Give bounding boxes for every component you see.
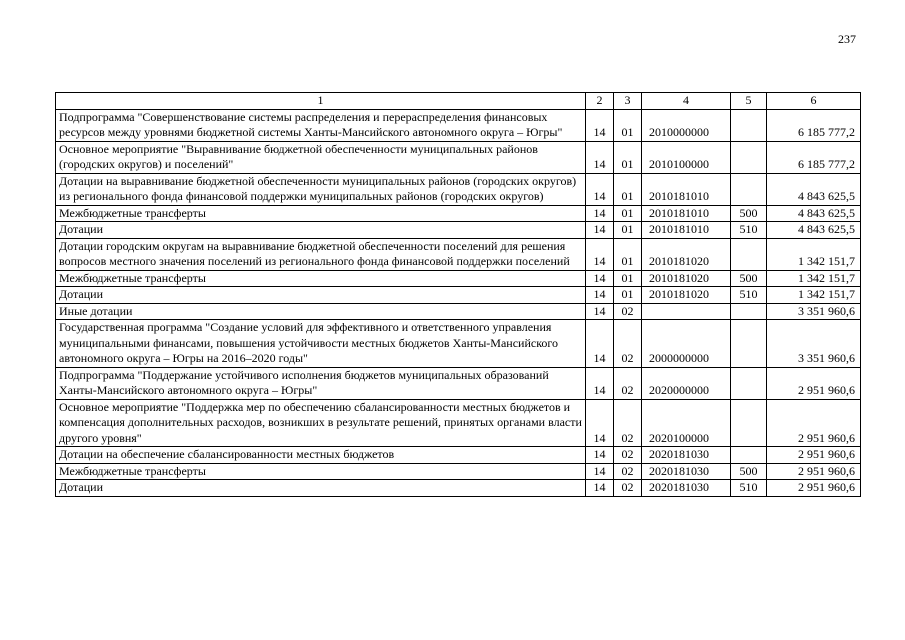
expense-type-cell — [731, 399, 767, 447]
table-row — [56, 303, 861, 320]
table-row — [56, 173, 861, 205]
amount-cell: 4 843 625,5 — [767, 205, 861, 222]
amount-cell: 3 351 960,6 — [767, 303, 861, 320]
expense-type-cell: 500 — [731, 205, 767, 222]
target-article-cell: 2010181010 — [642, 205, 731, 222]
subsection-code-cell: 02 — [614, 480, 642, 497]
column-header: 3 — [614, 93, 642, 110]
section-code-cell: 14 — [586, 399, 614, 447]
amount-cell: 4 843 625,5 — [767, 222, 861, 239]
section-code-cell: 14 — [586, 287, 614, 304]
section-code-cell: 14 — [586, 303, 614, 320]
budget-table — [55, 92, 861, 497]
column-header: 6 — [767, 93, 861, 110]
table-row — [56, 141, 861, 173]
expense-type-cell: 510 — [731, 480, 767, 497]
row-name-cell: Дотации на выравнивание бюджетной обеспеченности муниципальных районов (городских округов) из регионального фонда финансовой поддержки муниципальных районов (городских округов) — [56, 173, 586, 205]
expense-type-cell — [731, 141, 767, 173]
target-article-cell: 2000000000 — [642, 320, 731, 368]
table-row — [56, 222, 861, 239]
target-article-cell — [642, 303, 731, 320]
target-article-cell: 2010181020 — [642, 287, 731, 304]
expense-type-cell — [731, 320, 767, 368]
section-code-cell: 14 — [586, 270, 614, 287]
target-article-cell: 2020100000 — [642, 399, 731, 447]
subsection-code-cell: 02 — [614, 447, 642, 464]
amount-cell: 2 951 960,6 — [767, 399, 861, 447]
subsection-code-cell: 02 — [614, 399, 642, 447]
subsection-code-cell: 01 — [614, 173, 642, 205]
row-name-cell: Подпрограмма "Совершенствование системы распределения и перераспределения финансовых ресурсов между уровнями бюджетной системы Ханты-Мансийского автономного округа – Югры" — [56, 109, 586, 141]
column-header: 1 — [56, 93, 586, 110]
row-name-cell: Межбюджетные трансферты — [56, 463, 586, 480]
target-article-cell: 2010000000 — [642, 109, 731, 141]
section-code-cell: 14 — [586, 447, 614, 464]
expense-type-cell — [731, 367, 767, 399]
target-article-cell: 2010181010 — [642, 222, 731, 239]
table-row — [56, 399, 861, 447]
amount-cell: 2 951 960,6 — [767, 463, 861, 480]
subsection-code-cell: 01 — [614, 238, 642, 270]
column-header: 5 — [731, 93, 767, 110]
amount-cell: 3 351 960,6 — [767, 320, 861, 368]
table-row — [56, 205, 861, 222]
table-row — [56, 238, 861, 270]
amount-cell: 2 951 960,6 — [767, 447, 861, 464]
header-row — [56, 93, 861, 110]
target-article-cell: 2020000000 — [642, 367, 731, 399]
amount-cell: 2 951 960,6 — [767, 480, 861, 497]
table-row — [56, 109, 861, 141]
subsection-code-cell: 02 — [614, 303, 642, 320]
target-article-cell: 2010181020 — [642, 270, 731, 287]
section-code-cell: 14 — [586, 480, 614, 497]
column-header: 2 — [586, 93, 614, 110]
subsection-code-cell: 02 — [614, 320, 642, 368]
expense-type-cell — [731, 173, 767, 205]
section-code-cell: 14 — [586, 141, 614, 173]
subsection-code-cell: 01 — [614, 109, 642, 141]
subsection-code-cell: 01 — [614, 222, 642, 239]
table-row — [56, 287, 861, 304]
expense-type-cell — [731, 447, 767, 464]
table-row — [56, 447, 861, 464]
table-body — [56, 109, 861, 496]
column-header: 4 — [642, 93, 731, 110]
table-row — [56, 270, 861, 287]
subsection-code-cell: 01 — [614, 141, 642, 173]
subsection-code-cell: 01 — [614, 287, 642, 304]
expense-type-cell — [731, 303, 767, 320]
amount-cell: 6 185 777,2 — [767, 109, 861, 141]
section-code-cell: 14 — [586, 205, 614, 222]
row-name-cell: Подпрограмма "Поддержание устойчивого исполнения бюджетов муниципальных образований Ханты-Мансийского автономного округа – Югры" — [56, 367, 586, 399]
row-name-cell: Основное мероприятие "Поддержка мер по обеспечению сбалансированности местных бюджетов и компенсация дополнительных расходов, возникших в результате решений, принятых органами власти другого уровня" — [56, 399, 586, 447]
expense-type-cell: 500 — [731, 270, 767, 287]
amount-cell: 6 185 777,2 — [767, 141, 861, 173]
expense-type-cell: 510 — [731, 222, 767, 239]
row-name-cell: Основное мероприятие "Выравнивание бюджетной обеспеченности муниципальных районов (городских округов) и поселений" — [56, 141, 586, 173]
target-article-cell: 2020181030 — [642, 447, 731, 464]
target-article-cell: 2020181030 — [642, 480, 731, 497]
row-name-cell: Межбюджетные трансферты — [56, 205, 586, 222]
expense-type-cell — [731, 238, 767, 270]
row-name-cell: Межбюджетные трансферты — [56, 270, 586, 287]
row-name-cell: Дотации — [56, 287, 586, 304]
section-code-cell: 14 — [586, 463, 614, 480]
amount-cell: 1 342 151,7 — [767, 238, 861, 270]
subsection-code-cell: 01 — [614, 270, 642, 287]
section-code-cell: 14 — [586, 320, 614, 368]
table-row — [56, 320, 861, 368]
section-code-cell: 14 — [586, 222, 614, 239]
table-row — [56, 367, 861, 399]
row-name-cell: Дотации — [56, 222, 586, 239]
section-code-cell: 14 — [586, 238, 614, 270]
section-code-cell: 14 — [586, 367, 614, 399]
target-article-cell: 2010181020 — [642, 238, 731, 270]
table-row — [56, 463, 861, 480]
amount-cell: 4 843 625,5 — [767, 173, 861, 205]
subsection-code-cell: 02 — [614, 463, 642, 480]
expense-type-cell: 500 — [731, 463, 767, 480]
target-article-cell: 2010181010 — [642, 173, 731, 205]
section-code-cell: 14 — [586, 173, 614, 205]
row-name-cell: Государственная программа "Создание условий для эффективного и ответственного управления муниципальными финансами, повышения устойчивости местных бюджетов Ханты-Мансийского автономного округа – Югры на 2016–2020 годы" — [56, 320, 586, 368]
expense-type-cell — [731, 109, 767, 141]
subsection-code-cell: 02 — [614, 367, 642, 399]
row-name-cell: Дотации городским округам на выравнивание бюджетной обеспеченности поселений для решения вопросов местного значения поселений из регионального фонда финансовой поддержки поселений — [56, 238, 586, 270]
page-number: 237 — [838, 32, 856, 46]
expense-type-cell: 510 — [731, 287, 767, 304]
amount-cell: 1 342 151,7 — [767, 270, 861, 287]
target-article-cell: 2010100000 — [642, 141, 731, 173]
row-name-cell: Дотации — [56, 480, 586, 497]
table-row — [56, 480, 861, 497]
section-code-cell: 14 — [586, 109, 614, 141]
row-name-cell: Дотации на обеспечение сбалансированности местных бюджетов — [56, 447, 586, 464]
subsection-code-cell: 01 — [614, 205, 642, 222]
amount-cell: 2 951 960,6 — [767, 367, 861, 399]
amount-cell: 1 342 151,7 — [767, 287, 861, 304]
target-article-cell: 2020181030 — [642, 463, 731, 480]
row-name-cell: Иные дотации — [56, 303, 586, 320]
